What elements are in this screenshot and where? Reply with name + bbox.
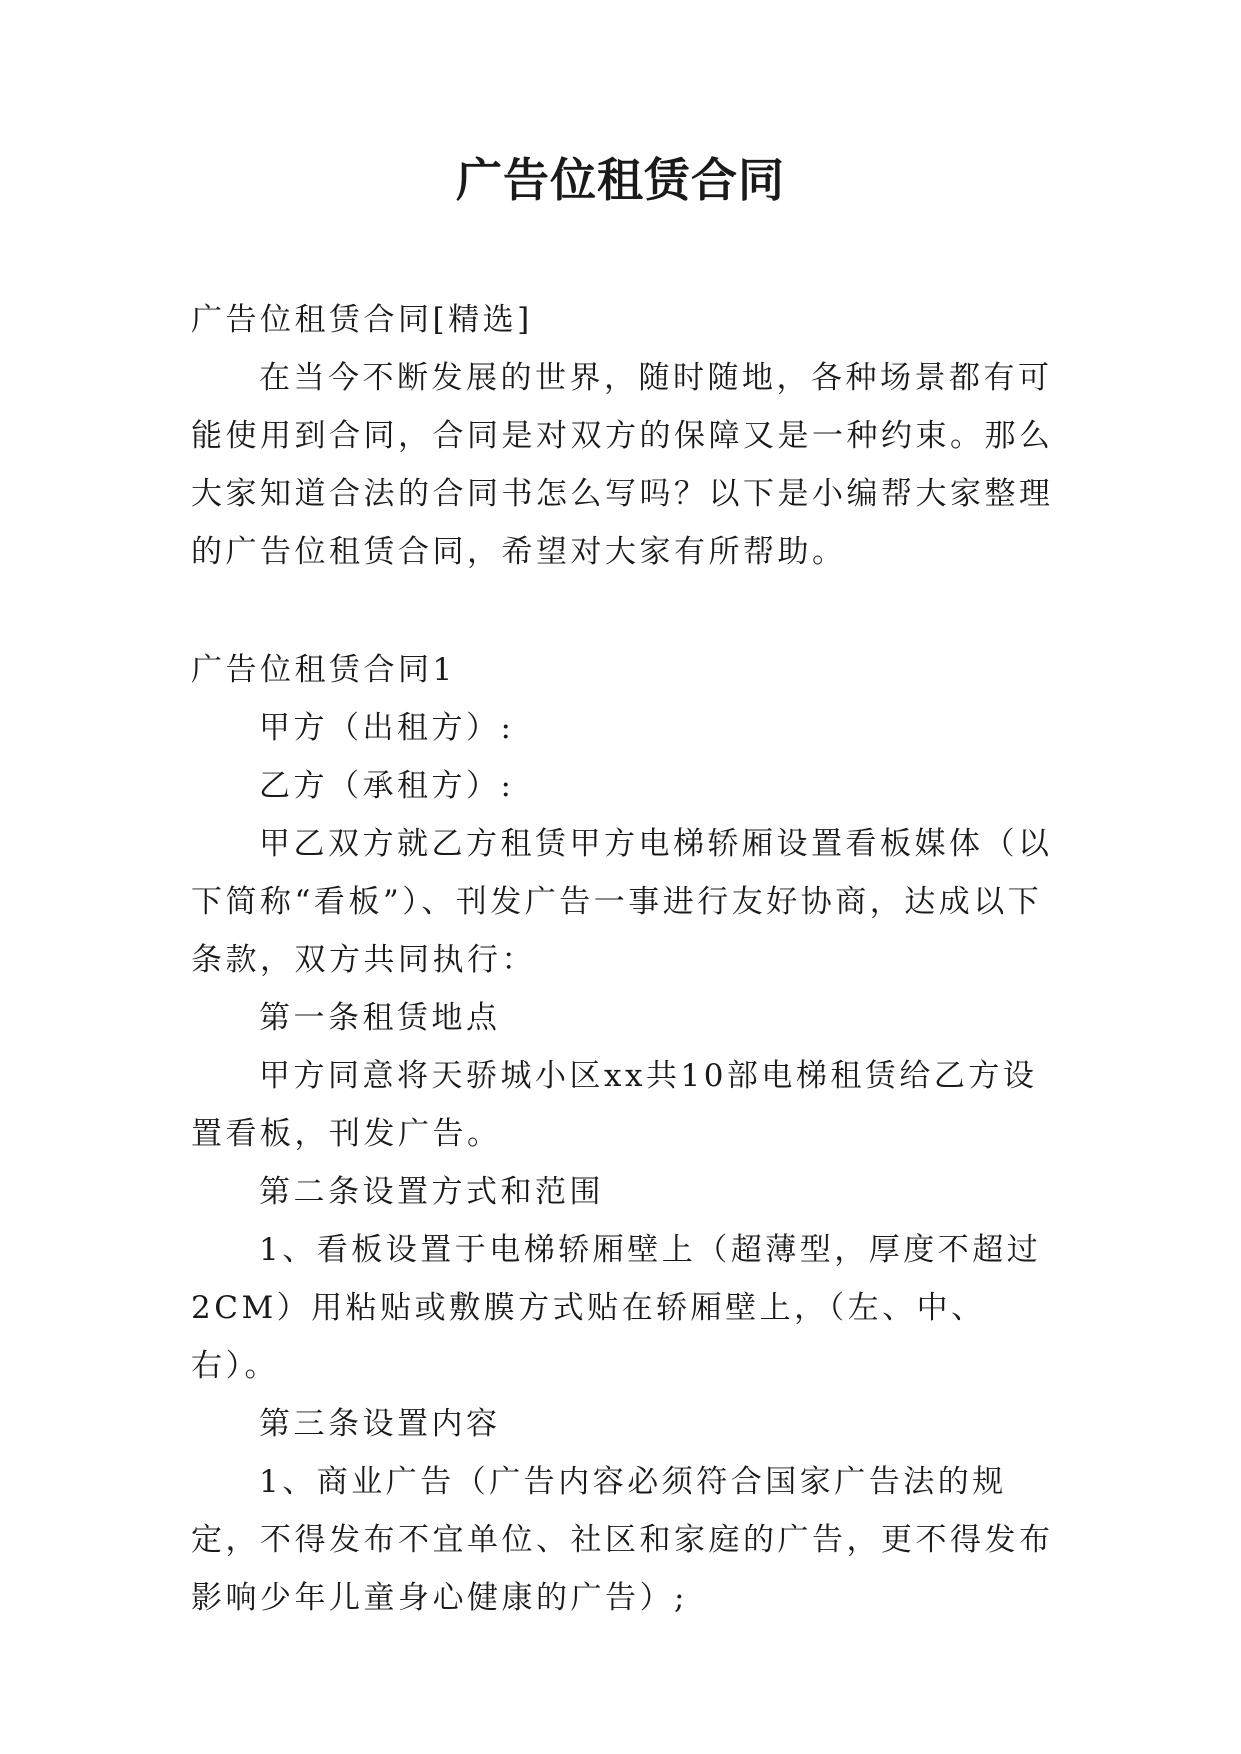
party-b-line: 乙方（承租方）: [259,768,515,804]
article3-text: 1、商业广告（广告内容必须符合国家广告法的规定，不得发布不宜单位、社区和家庭的广告，更不得发布影响少年儿童身心健康的广告）; [191,1464,1054,1616]
article2-text: 1、看板设置于电梯轿厢壁上（超薄型，厚度不超过2CM）用粘贴或敷膜方式贴在轿厢壁上，（左、中、右）。 [191,1232,1042,1384]
preamble-paragraph: 甲乙双方就乙方租赁甲方电梯轿厢设置看板媒体（以下简称“看板”）、刊发广告一事进行友好协商，达成以下条款，双方共同执行： [191,826,1053,978]
party-a-line: 甲方（出租方）: [259,710,515,746]
document-body [191,291,1055,1627]
article2-heading: 第二条设置方式和范围 [259,1174,604,1210]
article1-heading: 第一条租赁地点 [259,1000,501,1036]
document-subtitle: 广告位租赁合同[精选] [191,302,533,338]
document-title: 广告位租赁合同 [456,153,785,207]
article3-heading: 第三条设置内容 [259,1406,501,1442]
paragraph-gap [191,581,1055,641]
section-heading: 广告位租赁合同1 [191,652,456,688]
intro-paragraph: 在当今不断发展的世界，随时随地，各种场景都有可能使用到合同，合同是对双方的保障又是一种约束。那么大家知道合法的合同书怎么写吗？以下是小编帮大家整理的广告位租赁合同，希望对大家有所帮助。 [191,360,1054,570]
article1-text: 甲方同意将天骄城小区xx共10部电梯租赁给乙方设置看板，刊发广告。 [191,1058,1038,1152]
